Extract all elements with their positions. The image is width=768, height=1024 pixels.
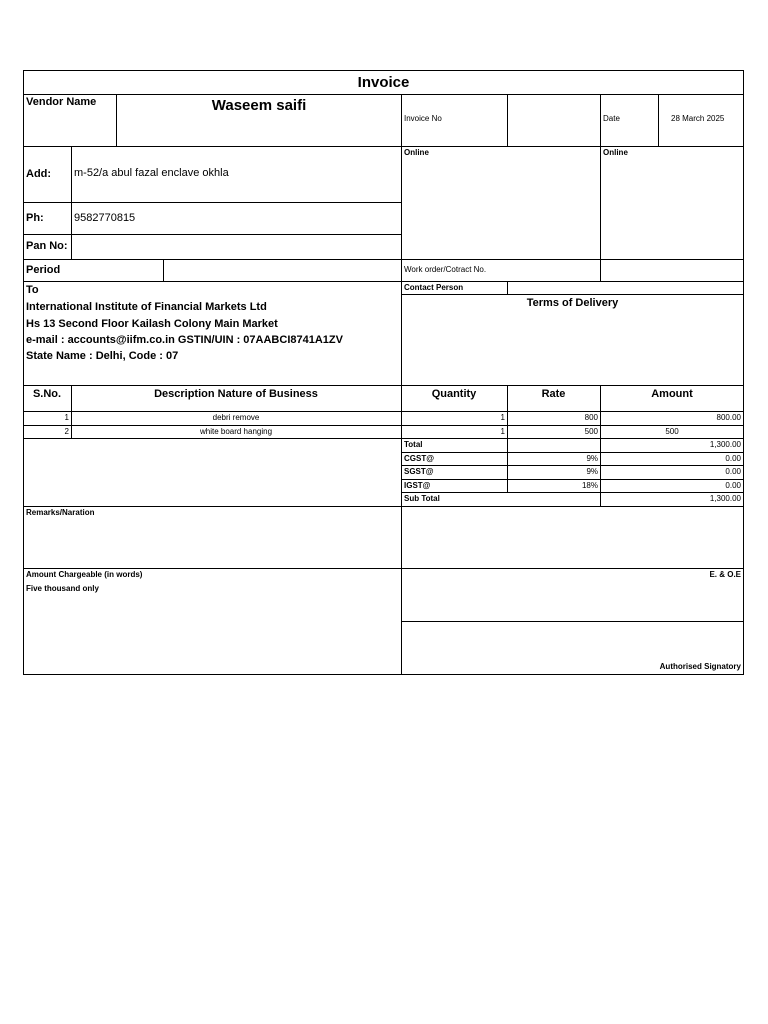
divider: [23, 94, 744, 95]
work-order-label: Work order/Cotract No.: [404, 265, 487, 274]
divider: [23, 259, 744, 260]
row-2-description: white board hanging: [199, 427, 273, 436]
divider: [600, 146, 601, 281]
vendor-name: Waseem saifi: [211, 97, 307, 114]
invoice-no-label: Invoice No: [404, 114, 442, 123]
vendor-name-label: Vendor Name: [26, 96, 97, 108]
to-label: To: [26, 284, 39, 296]
terms-of-delivery-label: Terms of Delivery: [526, 297, 619, 309]
sgst-label: SGST@: [404, 467, 434, 476]
subtotal-label: Sub Total: [404, 494, 440, 503]
col-header-rate: Rate: [541, 388, 566, 400]
border-bottom: [23, 674, 744, 675]
row-2-rate: 500: [584, 427, 598, 436]
to-line-2: Hs 13 Second Floor Kailash Colony Main Market: [26, 318, 278, 330]
divider: [163, 259, 164, 281]
cgst-label: CGST@: [404, 454, 435, 463]
online-right: Online: [603, 148, 628, 157]
divider: [401, 294, 744, 295]
cgst-value: 0.00: [725, 454, 741, 463]
divider: [401, 479, 744, 480]
phone-label: Ph:: [26, 212, 44, 224]
row-2-amount: 500: [665, 427, 679, 436]
invoice-title: Invoice: [357, 74, 410, 91]
row-1-rate: 800: [584, 413, 598, 422]
row-2-sno: 2: [64, 427, 69, 436]
period-label: Period: [26, 264, 61, 276]
row-1-sno: 1: [64, 413, 69, 422]
row-2-quantity: 1: [500, 427, 505, 436]
divider: [23, 411, 744, 412]
divider: [507, 94, 508, 147]
divider: [23, 385, 744, 386]
to-line-3: e-mail : accounts@iifm.co.in GSTIN/UIN : 07AABCI8741A1ZV: [26, 334, 343, 346]
remarks-label: Remarks/Naration: [26, 508, 95, 517]
to-line-4: State Name : Delhi, Code : 07: [26, 350, 179, 362]
divider: [23, 146, 744, 147]
divider: [401, 465, 744, 466]
divider: [23, 281, 744, 282]
to-line-1: International Institute of Financial Markets Ltd: [26, 301, 267, 313]
contact-person-label: Contact Person: [404, 283, 464, 292]
igst-label: IGST@: [404, 481, 431, 490]
igst-rate: 18%: [581, 481, 598, 490]
divider: [23, 438, 744, 439]
divider: [401, 492, 744, 493]
divider: [23, 202, 402, 203]
row-1-amount: 800.00: [716, 413, 741, 422]
total-label: Total: [404, 440, 423, 449]
border-left: [23, 70, 24, 675]
date-label: Date: [603, 114, 620, 123]
sgst-rate: 9%: [586, 467, 598, 476]
col-header-sno: S.No.: [32, 388, 62, 400]
divider: [23, 506, 744, 507]
address-value: m-52/a abul fazal enclave okhla: [74, 167, 229, 179]
date-value: 28 March 2025: [671, 114, 725, 123]
divider: [600, 94, 601, 147]
border-right: [743, 70, 744, 675]
cgst-rate: 9%: [586, 454, 598, 463]
divider: [401, 621, 744, 622]
row-1-description: debri remove: [212, 413, 260, 422]
border-top: [23, 70, 744, 71]
subtotal-value: 1,300.00: [709, 494, 741, 503]
sgst-value: 0.00: [725, 467, 741, 476]
amount-in-words-value: Five thousand only: [26, 584, 99, 593]
total-value: 1,300.00: [709, 440, 741, 449]
divider: [401, 452, 744, 453]
divider: [507, 281, 508, 295]
col-header-description: Description Nature of Business: [154, 388, 318, 400]
divider: [23, 234, 402, 235]
divider: [658, 94, 659, 147]
pan-label: Pan No:: [26, 240, 68, 252]
phone-value: 9582770815: [74, 212, 136, 224]
eoe-label: E. & O.E: [709, 570, 741, 579]
online-left: Online: [404, 148, 429, 157]
col-header-quantity: Quantity: [431, 388, 477, 400]
divider: [507, 385, 508, 493]
divider: [23, 568, 744, 569]
authorised-signatory-label: Authorised Signatory: [659, 662, 741, 671]
divider: [23, 425, 744, 426]
igst-value: 0.00: [725, 481, 741, 490]
col-header-amount: Amount: [651, 388, 693, 400]
address-label: Add:: [26, 168, 52, 180]
row-1-quantity: 1: [500, 413, 505, 422]
amount-in-words-label: Amount Chargeable (in words): [26, 570, 143, 579]
